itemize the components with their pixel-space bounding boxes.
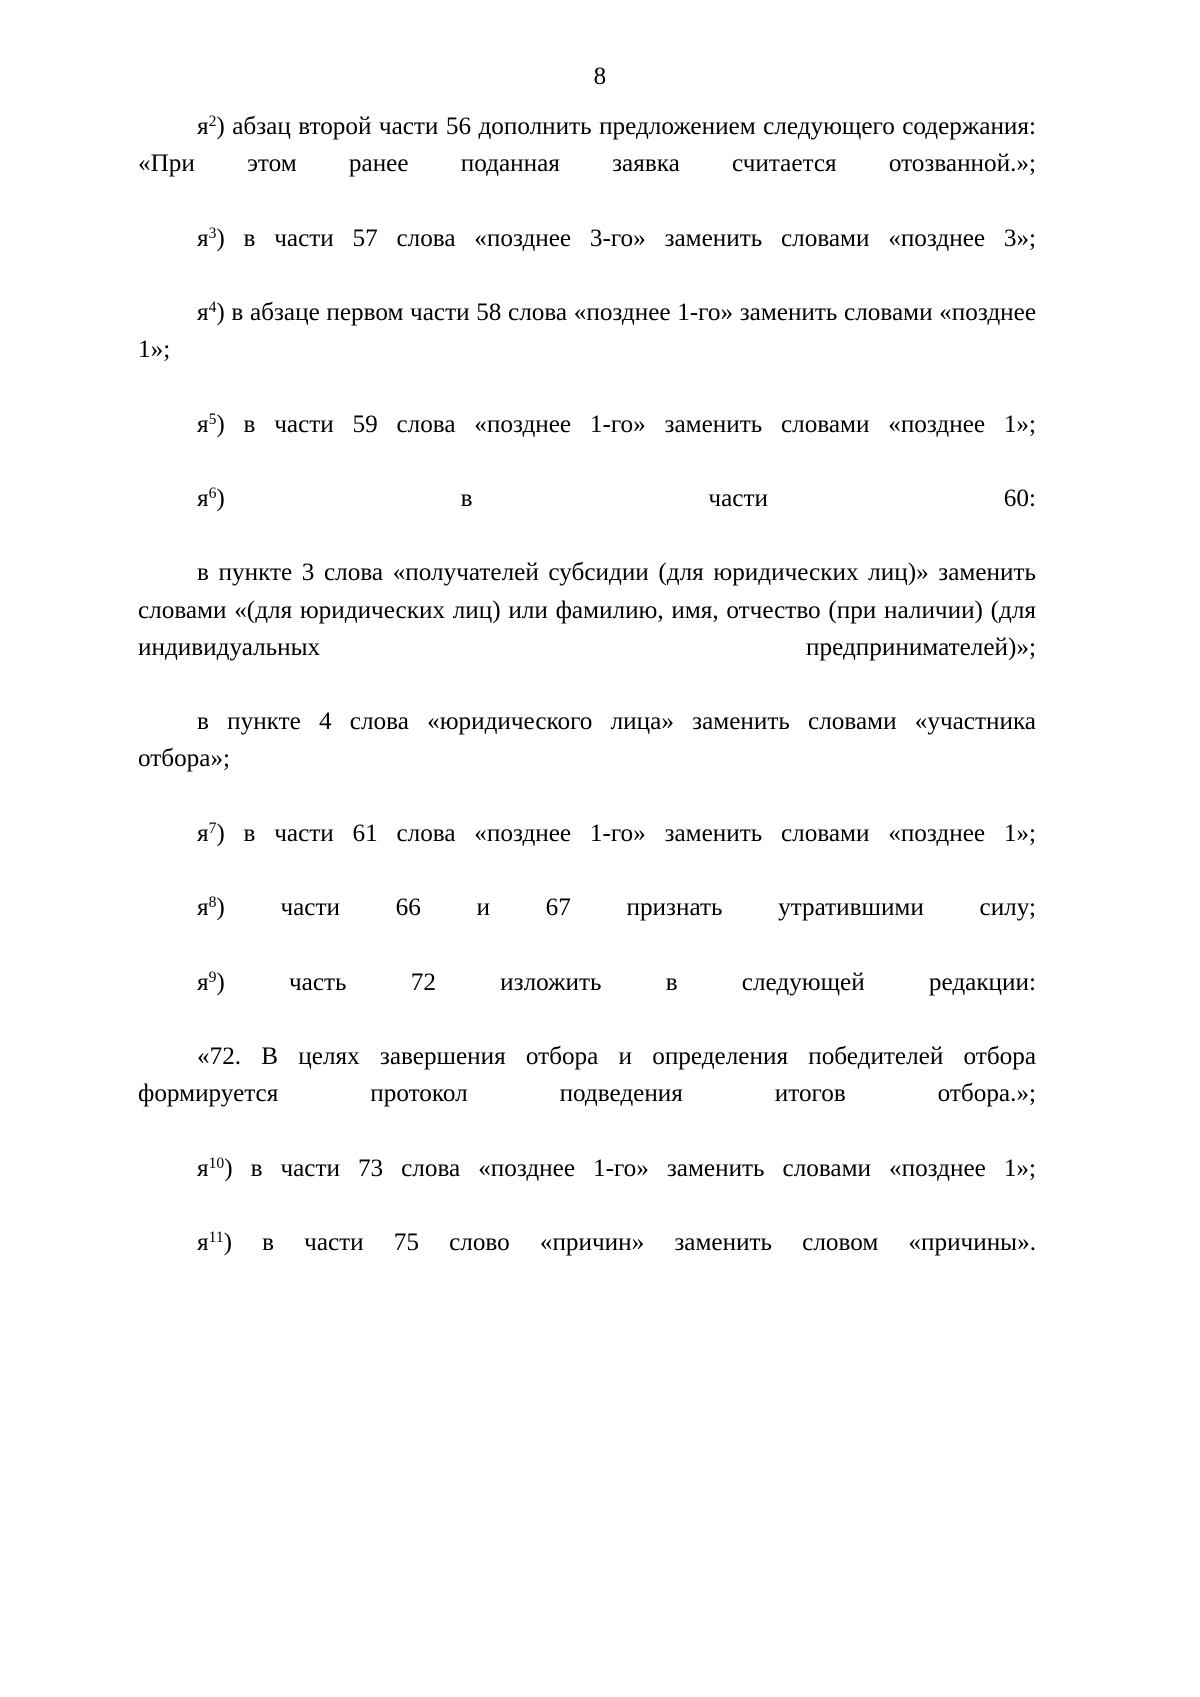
marker-suffix: ) bbox=[216, 224, 225, 252]
paragraph bbox=[138, 220, 1036, 294]
paragraph-text: в части 59 слова «позднее 1-го» заменить словами «позднее 1»; bbox=[224, 410, 1036, 438]
marker-letter: я bbox=[197, 968, 209, 996]
paragraph-marker bbox=[197, 894, 225, 921]
marker-suffix: ) bbox=[223, 1229, 233, 1257]
marker-suffix: ) bbox=[216, 299, 225, 327]
paragraph-text: в пункте 4 слова «юридического лица» заменить словами «участника отбора»; bbox=[138, 708, 1036, 773]
paragraph-text: в части 73 слова «позднее 1-го» заменить словами «позднее 1»; bbox=[232, 1154, 1036, 1182]
paragraph bbox=[138, 1150, 1036, 1224]
marker-letter: я bbox=[197, 1229, 209, 1257]
marker-superscript: 8 bbox=[208, 894, 217, 912]
marker-superscript: 10 bbox=[208, 1154, 225, 1172]
paragraph-marker bbox=[197, 969, 225, 996]
paragraph-text: в части 75 слово «причин» заменить словом «причины». bbox=[232, 1229, 1036, 1257]
paragraph-marker bbox=[197, 820, 225, 847]
paragraph bbox=[138, 1224, 1036, 1298]
document-body bbox=[138, 108, 1036, 1299]
paragraph-text: «72. В целях завершения отбора и определения победителей отбора формируется протокол подведения итогов отбора.»; bbox=[138, 1043, 1036, 1108]
marker-suffix: ) bbox=[216, 113, 225, 140]
marker-letter: я bbox=[197, 1154, 209, 1182]
marker-suffix: ) bbox=[216, 410, 225, 438]
paragraph bbox=[138, 889, 1036, 963]
marker-letter: я bbox=[197, 410, 209, 438]
paragraph-marker bbox=[197, 113, 225, 140]
marker-suffix: ) bbox=[216, 485, 225, 513]
marker-letter: я bbox=[197, 224, 209, 252]
marker-superscript: 3 bbox=[208, 224, 217, 242]
marker-letter: я bbox=[197, 485, 209, 513]
paragraph bbox=[138, 1038, 1036, 1150]
marker-suffix: ) bbox=[216, 968, 225, 996]
page-number: 8 bbox=[593, 63, 607, 90]
marker-superscript: 4 bbox=[208, 298, 217, 316]
marker-superscript: 9 bbox=[208, 968, 217, 986]
marker-superscript: 5 bbox=[208, 410, 217, 428]
paragraph bbox=[138, 703, 1036, 815]
paragraph-text: абзац второй части 56 дополнить предложением следующего содержания: «При этом ранее поданная заявка считается отозванной.»; bbox=[138, 113, 1036, 178]
marker-suffix: ) bbox=[216, 894, 225, 922]
paragraph bbox=[138, 554, 1036, 703]
marker-suffix: ) bbox=[216, 819, 225, 847]
paragraph bbox=[138, 406, 1036, 480]
paragraph-text: в части 60: bbox=[224, 485, 1036, 513]
marker-superscript: 2 bbox=[208, 112, 217, 130]
paragraph-text: в пункте 3 слова «получателей субсидии (для юридических лиц)» заменить словами «(для юридических лиц) или фамилию, имя, отчество (при наличии) (для индивидуальных предпринимателей)»; bbox=[138, 559, 1036, 661]
paragraph-text: в абзаце первом части 58 слова «позднее 1-го» заменить словами «позднее 1»; bbox=[138, 299, 1036, 364]
paragraph bbox=[138, 480, 1036, 554]
paragraph-text: части 66 и 67 признать утратившими силу; bbox=[224, 894, 1036, 922]
paragraph bbox=[138, 294, 1036, 406]
paragraph bbox=[138, 964, 1036, 1038]
paragraph-marker bbox=[197, 1229, 232, 1256]
paragraph-marker bbox=[197, 299, 225, 326]
paragraph bbox=[138, 815, 1036, 889]
marker-suffix: ) bbox=[224, 1154, 233, 1182]
paragraph-marker bbox=[197, 485, 225, 512]
marker-superscript: 7 bbox=[208, 819, 217, 837]
paragraph-text: часть 72 изложить в следующей редакции: bbox=[224, 968, 1036, 996]
marker-letter: я bbox=[197, 819, 209, 847]
paragraph-text: в части 61 слова «позднее 1-го» заменить словами «позднее 1»; bbox=[224, 819, 1036, 847]
marker-superscript: 6 bbox=[208, 484, 217, 502]
paragraph-marker bbox=[197, 225, 225, 252]
paragraph bbox=[138, 108, 1036, 220]
marker-letter: я bbox=[197, 113, 209, 140]
paragraph-text: в части 57 слова «позднее 3-го» заменить словами «позднее 3»; bbox=[224, 224, 1036, 252]
marker-superscript: 11 bbox=[208, 1228, 224, 1246]
marker-letter: я bbox=[197, 894, 209, 922]
paragraph-marker bbox=[197, 1155, 233, 1182]
paragraph-marker bbox=[197, 411, 225, 438]
marker-letter: я bbox=[197, 299, 209, 327]
